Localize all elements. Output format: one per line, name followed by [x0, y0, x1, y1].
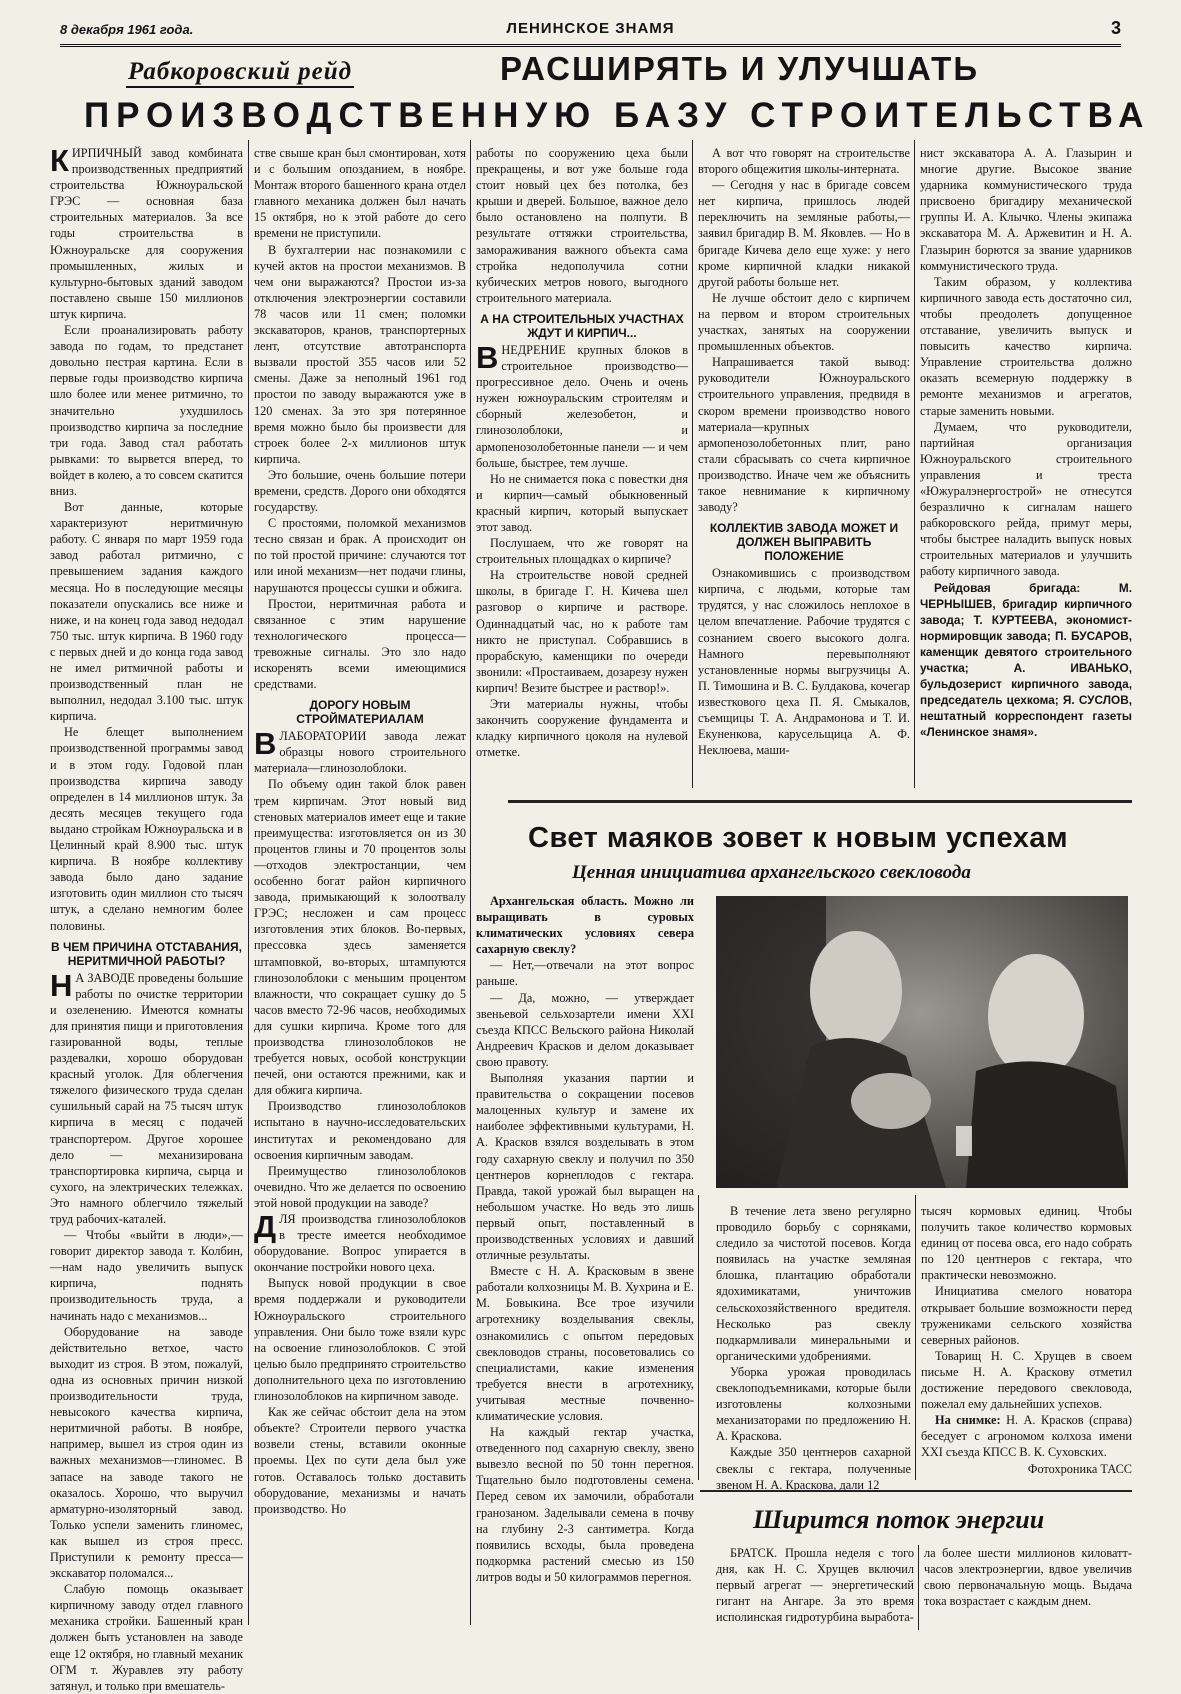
paragraph: В бухгалтерии нас познакомили с кучей актов на простои механизмов. В чем они выражаются? Простои из-за отключения электроэнергии составили 78 часов или 11 смен; поломки экскаваторов, кранов, транспортерных лент, отсутствие автотранспорта вызвали простой 355 часов или 52 смены. Даже за неполный 1961 год простои по заводу выражаются уже в 120 сменах. За это зря потерянное время можно было бы произвести для строек более 2-х миллионов штук кирпича.: [254, 242, 466, 466]
raid-team-signature: Рейдовая бригада: М. ЧЕРНЫШЕВ, бригадир кирпичного завода; Т. КУРТЕЕВА, экономист-нормировщик завода; П. БУСАРОВ, каменщик девятого строительного участка; А. ИВАНЬКО, бульдозерист кирпичного завода, председатель цехкома; Я. СУСЛОВ, нештатный корреспондент газеты «Ленинское знамя».: [920, 580, 1132, 740]
paragraph: Послушаем, что же говорят на строительных площадках о кирпиче?: [476, 536, 688, 567]
paragraph: Слабую помощь оказывает кирпичному заводу отдел главного механика стройки. Башенный кран должен быть установлен на заводе еще 12 октября, но главный механик ОГМ т. Журавлев эту работу затянул, и только при вмешатель-: [50, 1582, 243, 1693]
paragraph: Ознакомившись с производством кирпича, с людьми, которые там трудятся, у нас сложилось неплохое в целом впечатление. Рабочие трудятся с сознанием своего высокого долга. Намного перевыполняют установленные нормы выгрузчицы А. П. Тимошина и В. С. Булдакова, кочегар известкового цеха П. Я. Смыкалов, съемщицы Т. А. Андрамонова и Т. И. Екуненкова, карусельщица А. Ф. Неклюева, маши-: [698, 566, 910, 758]
rubric-label: Рабкоровский рейд: [126, 58, 354, 88]
paragraph: — Да, можно, — утверждает звеньевой сельхозартели имени XXI съезда КПСС Вельского района Николай Андреевич Красков и делом доказывает свою правоту.: [476, 990, 694, 1069]
column-rule: [918, 1545, 919, 1630]
paragraph: БРАТСК. Прошла неделя с того дня, как Н. С. Хрущев включил первый агрегат — энергетический гигант на Ангаре. За это время исполинская гидротурбина выработа-: [716, 1546, 914, 1625]
paragraph: Вместе с Н. А. Красковым в звене работали колхозницы М. В. Хухрина и Е. М. Бовыкина. Все трое изучили агротехнику возделывания свеклы, ознакомились с опытом передовых свекловодов страны, посоветовались со специалистами, какие изменения требуется внести в агротехнику, учитывая местные почвенно-климатические условия.: [476, 1264, 694, 1423]
masthead: [60, 14, 1121, 47]
paragraph: Напрашивается такой вывод: руководители Южноуральского строительного управления, предвидя в скором времени производство нового материала—крупных армопенозолобетонных плит, рано стали сбрасывать со счета кирпичное производство. Иначе чем же объяснить такое невнимание к кирпичному заводу?: [698, 355, 910, 515]
article-column-4: [698, 145, 910, 793]
article-2-column-1: [476, 893, 694, 1584]
drop-cap: Д: [254, 1209, 277, 1244]
headline-line-2: ПРОИЗВОДСТВЕННУЮ БАЗУ СТРОИТЕЛЬСТВА: [84, 96, 1151, 135]
paragraph: На каждый гектар участка, отведенного под сахарную свеклу, звено вывезло весной по 50 тонн перегноя. Тщательно было подготовлены семена. Перед севом их замочили, обработали гранозаном. Заделывали семена в почву на глубину 2-3 сантиметра. Когда появились всходы, была проведена подкормка растений смесью из 150 литров воды и 50 килограммов перегноя.: [476, 1425, 694, 1584]
paragraph: Не лучше обстоит дело с кирпичем на первом и втором строительных участках, занятых на сооружении промышленных объектов.: [698, 290, 910, 354]
paragraph: А ЗАВОДЕ проведены большие работы по очистке территории и озеленению. Имеются комнаты для принятия пищи и приготовления газированной воды, теплые раздевалки, хорошо оборудован красный уголок. Для облегчения тяжелого физического труда сделан сушильный сарай на 75 тысяч штук кирпича в месяц с подачей транспортером. Другое хорошее дело — механизирована транспортировка кирпича, сырца и сухого, на электрических тележках. Это намного облегчило тяжелый труд рабочих-каталей.: [50, 970, 243, 1226]
article-column-3: [476, 145, 688, 793]
photo-image: [716, 896, 1128, 1188]
paragraph: — Сегодня у нас в бригаде совсем нет кирпича, пришлось людей переключить на земляные работы,—заявил бригадир В. М. Яковлев. — Но в бригаде Кичева дело еще хуже: у него кроме кирпичной кладки никакой другой работы больше нет.: [698, 178, 910, 289]
paragraph: Вот данные, которые характеризуют неритмичную работу. С января по март 1959 года завод работал ритмично, с превышением задания каждого месяца. Но в последующие месяцы показатели опускались все ниже и ниже, и на конец года завод недодал 750 тыс. штук кирпича. В 1960 году с первых дней и до конца года завод не имел ритмичной работы и производственный план не выполнил, недодал 3.100 тыс. штук кирпича.: [50, 500, 243, 724]
paragraph: На строительстве новой средней школы, в бригаде Г. Н. Кичева шел разговор о кирпиче и растворе. Одиннадцатый час, но к работе там никто не приступал. Собравшись в прорабскую, каменщики по очереди звонили: «Простаиваем, дозарезу нужен кирпич! Везите быстрее и раствор!».: [476, 568, 688, 695]
paragraph: По объему один такой блок равен трем кирпичам. Этот новый вид стеновых материалов имеет еще и такие преимущества: изготовляется он из 30 процентов глины и 70 процентов золы—отходов электростанции, чем особенно богат район кирпичного завода, примыкающий к золоотвалу ГРЭС; несложен и сам процесс изготовления этих блоков. Во-первых, прессовка здесь заменяется штамповкой, во-вторых, штампуются глинозолоблоки с меньшим процентом влажности, что сокращает сушку до 5 часов вместо 72-96 часов, необходимых для сушки кирпича. Кроме того для производства глинозолоблоков не требуется новых, особой конструкции печей, они остаются прежними, как и для обжига кирпича.: [254, 777, 466, 1098]
article-3-column-1: [716, 1545, 914, 1630]
column-rule: [692, 140, 693, 788]
section-rule: [508, 800, 1132, 803]
paragraph: — Чтобы «выйти в люди»,— говорит директор завода т. Колбин,—нам надо увеличить выпуск кирпича, поднять производительность труда, а начинать надо с механизмов...: [50, 1228, 243, 1323]
paragraph: НЕДРЕНИЕ крупных блоков в строительное производство—прогрессивное дело. Очень и очень нужен южноуральским строителям и сборный железобетон, и глинозолоблоки, и армопенозолобетонные панели — и чем больше, быстрее, тем лучше.: [476, 342, 688, 470]
subheading: В ЧЕМ ПРИЧИНА ОТСТАВАНИЯ, НЕРИТМИЧНОЙ РАБОТЫ?: [51, 939, 242, 968]
paragraph: Но не снимается пока с повестки дня и кирпич—самый обыкновенный красный кирпич, который выпускает этот завод.: [476, 471, 688, 534]
paragraph: стве свыше кран был смонтирован, хотя и с большим опозданием, в ноябре. Монтаж второго башенного крана отдел главного механика должен был начать 15 октября, но к этой работе до сего времени не приступили.: [254, 146, 466, 241]
paragraph: Инициатива смелого новатора открывает большие возможности перед тружениками сельского хозяйства северных районов.: [921, 1284, 1132, 1347]
column-rule: [915, 1195, 916, 1480]
subheading: ДОРОГУ НОВЫМ СТРОЙМАТЕРИАЛАМ: [296, 698, 424, 727]
paragraph: Каждые 350 центнеров сахарной свеклы с гектара, полученные звеном Н. А. Краскова, дали 12: [716, 1445, 911, 1492]
article-column-2: [254, 145, 466, 1630]
paragraph: Производство глинозолоблоков испытано в научно-исследовательских институтах и рекомендовано для освоения кирпичным заводам.: [254, 1099, 466, 1162]
issue-date: 8 декабря 1961 года.: [60, 22, 194, 37]
paragraph: В течение лета звено регулярно проводило борьбу с сорняками, следило за чистотой посевов. Когда появилась на участке земляная блошка, плантацию обработали ядохимикатами, уничтожив сельскохозяйственного вредителя. Несколько раз свеклу подкармливали минеральными и органическими удобрениями.: [716, 1204, 911, 1363]
paragraph: ЛАБОРАТОРИИ завода лежат образцы нового строительного материала—глинозолоблоки.: [254, 729, 466, 776]
drop-cap: В: [254, 726, 277, 762]
article-3-column-2: [924, 1545, 1132, 1630]
news-photo: [716, 896, 1128, 1188]
paragraph: Оборудование на заводе действительно ветхое, часто выходит из строя. В этом, пожалуй, одна из основных причин низкой производительности труда, невысокого качества кирпича, неритмичной работы. В ноябре, например, вышел из строя один из важных механизмов—глиномес. В запасе на заводе такого не оказалось. Хорошо, что выручил арматурно-изоляторный завод. Только успели заменить глиномес, как вышел из строя пресс. Приступили к ремонту пресса—экскаватор поломался...: [50, 1324, 243, 1581]
headline-line-1: РАСШИРЯТЬ И УЛУЧШАТЬ: [500, 50, 980, 87]
page-number: 3: [1110, 18, 1121, 38]
paragraph: нист экскаватора А. А. Глазырин и многие другие. Высокое звание ударника коммунистического труда присвоено бригадиру механической группы И. А. Клычко. Члены экипажа экскаватора М. А. Аржевитин и Н. А. Глазырин борются за звание ударников коммунистического труда.: [920, 146, 1132, 273]
paragraph: Выпуск новой продукции в свое время поддержали и руководители Южноуральского строительного управления. Они было тоже взяли курс на освоение глинозолоблоков. С этой целью было предпринято строительство дополнительного цеха по изготовлению глинозолоблоков на кирпичном заводе.: [254, 1276, 466, 1404]
paragraph: Выполняя указания партии и правительства о сокращении посевов малоценных культур и замене их наиболее эффективными культурами, Н. А. Красков взялся возделывать в этом году сахарную свеклу и получил по 350 центнеров корнеплодов с гектара. Правда, такой урожай был выращен на небольшом участке. Но ведь это лишь первый опыт, поставленный в производственных условиях и давший отличные результаты.: [476, 1071, 694, 1263]
paragraph: Не блещет выполнением производственной программы завод и в этом году. Годовой план производства кирпича заводу определен в 14 миллионов штук. За десять месяцев текущего года выдано стройкам Южноуральска и в Целинный край 8.900 тыс. штук кирпича. В ноябре коллективу завода было дано задание изготовить один миллион сто тысяч штук, а сделано немногим более половины.: [50, 725, 243, 933]
paragraph: Архангельская область. Можно ли выращивать в суровых климатических условиях севера сахарную свеклу?: [476, 894, 694, 957]
paragraph: А вот что говорят на строительстве второго общежития школы-интерната.: [698, 146, 910, 177]
photo-caption: Н. А. Красков (справа) беседует с агрономом колхоза имени XXI съезда КПСС В. К. Суховских.: [921, 1413, 1133, 1460]
drop-cap: К: [50, 143, 69, 178]
subheading: А НА СТРОИТЕЛЬНЫХ УЧАСТНАХ ЖДУТ И КИРПИЧ...: [480, 311, 684, 340]
paragraph: Простои, неритмичная работа и связанное с этим нарушение технологического процесса—тревожные сигналы. Это зло надо искоренять всеми имеющимися средствами.: [254, 596, 466, 692]
column-rule: [698, 1195, 699, 1480]
paragraph: Товарищ Н. С. Хрущев в своем письме Н. А. Краскову отметил достижение передового свекловода, пожелал ему дальнейших успехов.: [921, 1348, 1132, 1412]
column-rule: [914, 140, 915, 788]
paragraph: Думаем, что руководители, партийная организация Южноуральского строительного управления и треста «Южуралэнергострой» не отнесутся безразлично к сигналам нашего рабкоровского рейда, примут меры, чтобы быстрее наладить выпуск новых строительных материалов и улучшить работу кирпичного завода.: [920, 419, 1132, 579]
column-rule: [248, 140, 249, 1625]
caption-label: На снимке:: [935, 1413, 1001, 1428]
paragraph: ла более шести миллионов киловатт-часов электроэнергии, вдвое увеличив свою первоначальную мощь. Выдача тока возрастает с каждым днем.: [924, 1546, 1132, 1609]
subheading: КОЛЛЕКТИВ ЗАВОДА МОЖЕТ И ДОЛЖЕН ВЫПРАВИТЬ ПОЛОЖЕНИЕ: [709, 521, 899, 564]
paragraph: С простоями, поломкой механизмов тесно связан и брак. А происходит он по той простой причине: случаются тот или иной механизм—нет подачи глины, нарушаются процессы сушки и обжига.: [254, 516, 466, 595]
article-2-subheadline: Ценная инициатива архангельского свекловода: [572, 862, 971, 883]
paragraph: тысяч кормовых единиц. Чтобы получить такое количество кормовых единиц от посева овса, его надо собрать по 120 центнеров с гектара, что практически невозможно.: [921, 1204, 1132, 1283]
newspaper-title: ЛЕНИНСКОЕ ЗНАМЯ: [506, 20, 675, 37]
article-3-headline: Ширится поток энергии: [753, 1505, 1045, 1534]
paragraph: — Нет,—отвечали на этот вопрос раньше.: [476, 958, 694, 989]
paragraph: Если проанализировать работу завода по годам, то предстанет довольно пестрая картина. Если в первые годы производство кирпича шло более или менее ритмично, то значительно ухудшилось производство кирпича за последние три года. Завод стал работать рывками: то вырвется вперед, то войдет в колею, а то совсем скатится вниз.: [50, 323, 243, 498]
paragraph: Это большие, очень большие потери времени, средств. Дорого они обходятся государству.: [254, 467, 466, 515]
paragraph: Уборка урожая проводилась свеклоподъемниками, которые были изготовлены колхозными механизаторами по предложению Н. А. Краскова.: [716, 1364, 911, 1444]
paragraph: Эти материалы нужны, чтобы закончить сооружение фундамента и кладку кирпичного цоколя на нулевой отметке.: [476, 697, 688, 760]
paragraph: работы по сооружению цеха были прекращены, и вот уже больше года стоит новый цех без потолка, без крыши и дверей. Большое, важное дело было остановлено на полпути. В результате оттяжки строительства, замораживания важного объекта сама стройка недополучила сотни кубических метров нового, выгодного строительного материала.: [476, 146, 688, 305]
drop-cap: В: [476, 339, 499, 375]
article-column-5: [920, 145, 1132, 793]
drop-cap: Н: [50, 967, 73, 1003]
photo-credit: Фотохроника ТАСС: [1027, 1461, 1132, 1476]
article-column-1: [50, 143, 243, 1693]
paragraph: Преимущество глинозолоблоков очевидно. Что же делается по освоению этой новой продукции на заводе?: [254, 1163, 466, 1210]
paragraph: Как же сейчас обстоит дела на этом объекте? Строители первого участка возвели стены, вставили оконные проемы. Цех по сути дела был уже готов. Оставалось только доставить оборудование, механизмы и начать производство. Но: [254, 1405, 466, 1516]
article-2-headline: Свет маяков зовет к новым успехам: [528, 822, 1069, 854]
paragraph: ЛЯ производства глинозолоблоков в тресте имеется необходимое оборудование. Вопрос упирается в окончание постройки нового цеха.: [254, 1212, 466, 1275]
article-2-column-3: [921, 1203, 1132, 1488]
paragraph: ИРПИЧНЫЙ завод комбината производственных предприятий строительства Южноуральской ГРЭС — основная база строительных материалов. За все годы строительства в Южноуральске для сооружения промышленных, жилых и культурно-бытовых зданий заводом поставлено свыше 150 миллионов штук кирпича.: [50, 146, 243, 321]
column-rule: [470, 140, 471, 1625]
paragraph: Таким образом, у коллектива кирпичного завода есть достаточно сил, чтобы преодолеть допущенное отставание, увеличить выпуск и повысить качество кирпича. Управление строительства должно оказать всемерную поддержку в ремонте механизмов и агрегатов, старые заменить новыми.: [920, 274, 1132, 418]
article-2-column-2: [716, 1203, 911, 1492]
